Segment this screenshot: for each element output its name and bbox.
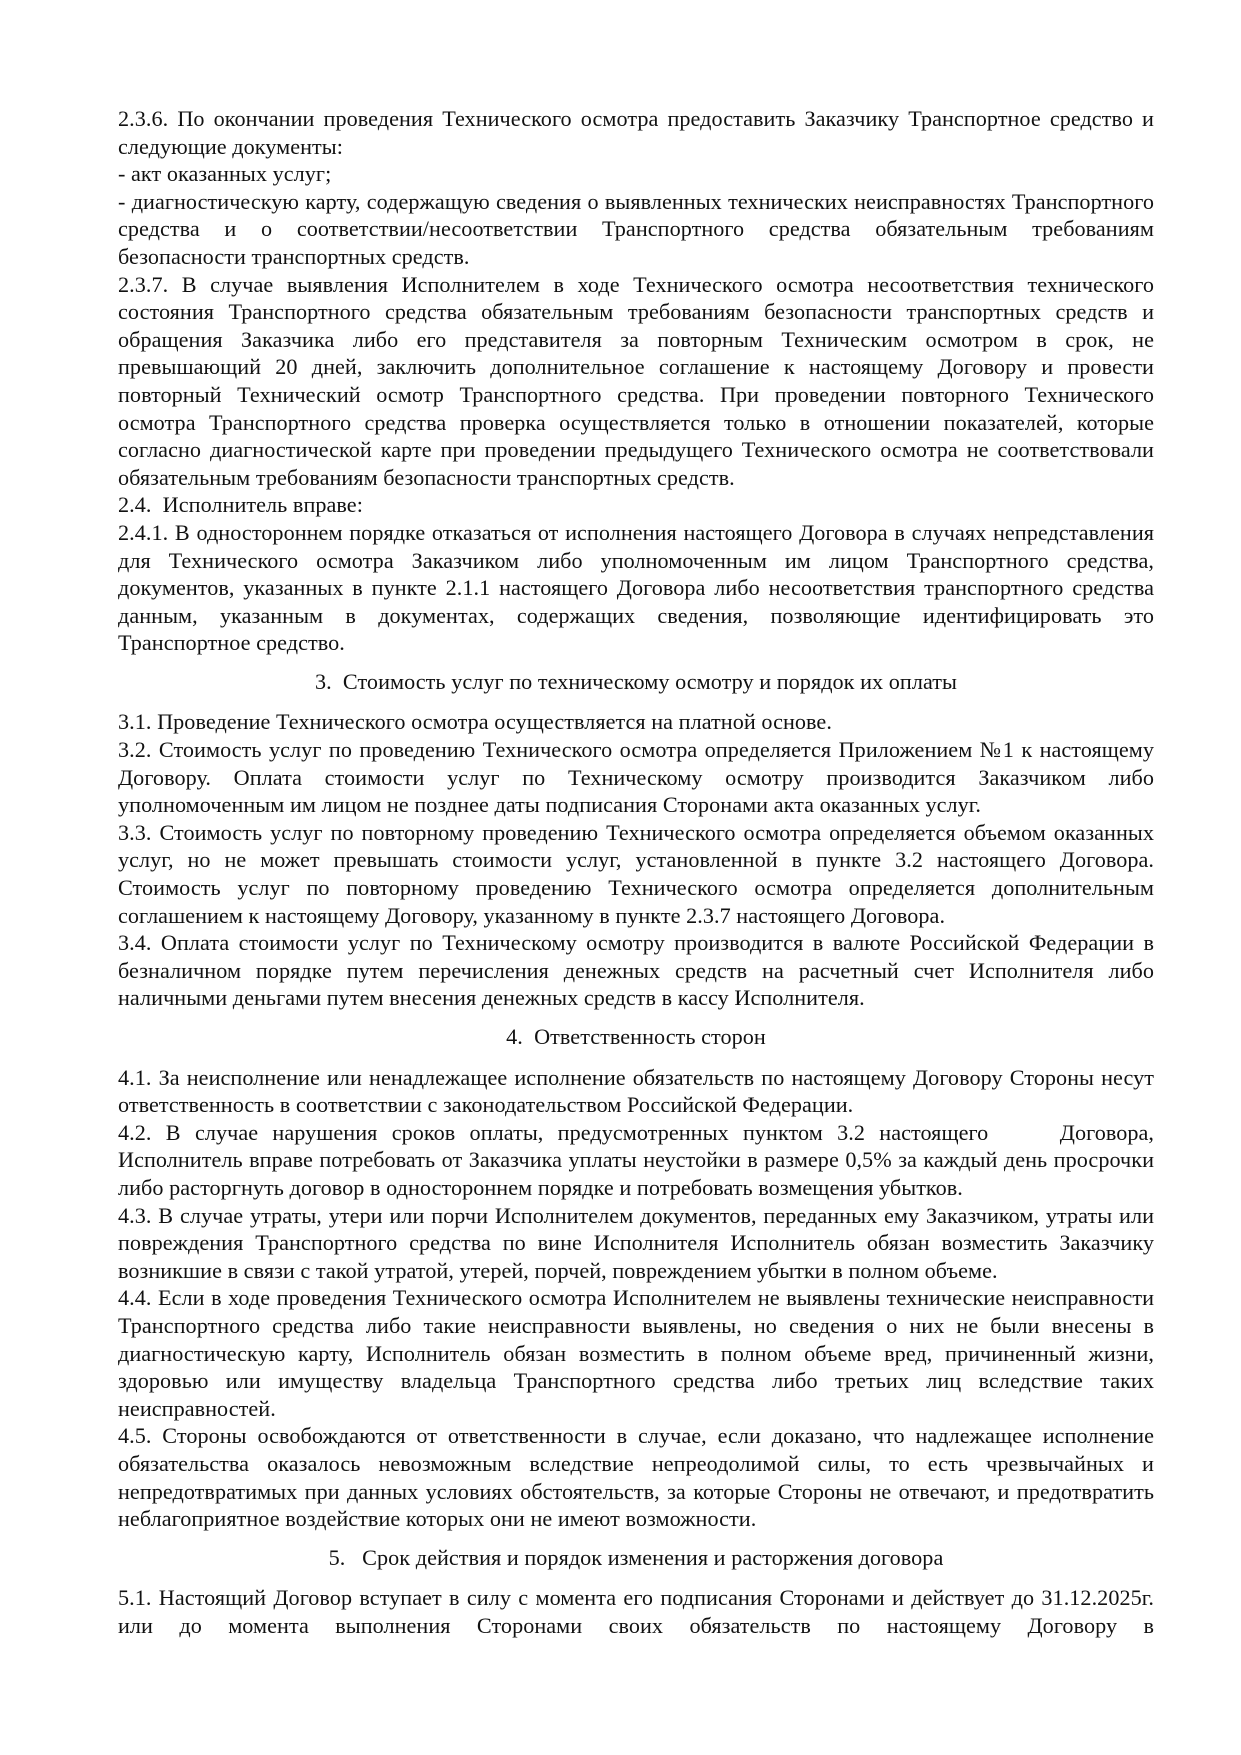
paragraph-4-5: 4.5. Стороны освобождаются от ответственности в случае, если доказано, что надлежащее исполнение обязательства оказалось невозможным вследствие непреодолимой силы, то есть чрезвычайных и непредотвратимых при данных условиях обстоятельств, за которые Стороны не отвечают, и предотвратить неблагоприятное воздействие которых они не имеют возможности.	[118, 1423, 1154, 1532]
paragraph-5-1: 5.1. Настоящий Договор вступает в силу с момента его подписания Сторонами и действует до 31.12.2025г. или до момента выполнения Сторонами своих обязательств по настоящему Договору в	[118, 1585, 1154, 1638]
paragraph-4-2: 4.2. В случае нарушения сроков оплаты, предусмотренных пунктом 3.2 настоящего Договора, Исполнитель вправе потребовать от Заказчика уплаты неустойки в размере 0,5% за каждый день просрочки либо расторгнуть договор в одностороннем порядке и потребовать возмещения убытков.	[118, 1119, 1160, 1200]
paragraph-2-4-1: 2.4.1. В одностороннем порядке отказаться от исполнения настоящего Договора в случаях непредставления для Технического осмотра Заказчиком либо уполномоченным им лицом Транспортного средства, документов, указанных в пункте 2.1.1 настоящего Договора либо несоответствия транспортного средства данным, указанным в документах, содержащих сведения, позволяющие идентифицировать это Транспортное средство.	[118, 519, 1154, 656]
paragraph-4-4: 4.4. Если в ходе проведения Технического осмотра Исполнителем не выявлены технические неисправности Транспортного средства либо такие неисправности выявлены, но сведения о них не были внесены в диагностическую карту, Исполнитель обязан возместить в полном объеме вред, причиненный жизни, здоровью или имуществу владельца Транспортного средства либо третьих лиц вследствие таких неисправностей.	[118, 1285, 1154, 1421]
paragraph-4-3: 4.3. В случае утраты, утери или порчи Исполнителем документов, переданных ему Заказчиком, утраты или повреждения Транспортного средства по вине Исполнителя Исполнитель обязан возместить Заказчику возникшие в связи с такой утратой, утерей, порчей, повреждением убытки в полном объеме.	[118, 1202, 1154, 1283]
paragraph-2-4: 2.4. Исполнитель вправе:	[118, 492, 363, 518]
list-item-diagnostic-card: - диагностическую карту, содержащую сведения о выявленных технических неисправностях Транспортного средства и о соответствии/несоответствии Транспортного средства обязательным требованиям безопасности транспортных средств.	[118, 188, 1154, 269]
section-heading-4: 4. Ответственность сторон	[506, 1024, 766, 1049]
paragraph-4-1: 4.1. За неисполнение или ненадлежащее исполнение обязательств по настоящему Договору Стороны несут ответственность в соответствии с законодательством Российской Федерации.	[118, 1064, 1154, 1118]
paragraph-3-3: 3.3. Стоимость услуг по повторному проведению Технического осмотра определяется объемом оказанных услуг, но не может превышать стоимости услуг, установленной в пункте 3.2 настоящего Договора. Стоимость услуг по повторному проведению Технического осмотра определяется дополнительным соглашением к настоящему Договору, указанному в пункте 2.3.7 настоящего Договора.	[118, 819, 1154, 928]
paragraph-2-3-6: 2.3.6. По окончании проведения Технического осмотра предоставить Заказчику Транспортное средство и следующие документы:	[118, 106, 1154, 159]
section-heading-5: 5. Срок действия и порядок изменения и расторжения договора	[328, 1544, 944, 1570]
paragraph-3-4: 3.4. Оплата стоимости услуг по Техническому осмотру производится в валюте Российской Федерации в безналичном порядке путем перечисления денежных средств на расчетный счет Исполнителя либо наличными деньгами путем внесения денежных средств в кассу Исполнителя.	[118, 930, 1154, 1011]
document-page	[118, 105, 1160, 1639]
paragraph-3-2: 3.2. Стоимость услуг по проведению Технического осмотра определяется Приложением №1 к настоящему Договору. Оплата стоимости услуг по Техническому осмотру производится Заказчиком либо уполномоченным им лицом не позднее даты подписания Сторонами акта оказанных услуг.	[118, 737, 1154, 818]
paragraph-3-1: 3.1. Проведение Технического осмотра осуществляется на платной основе.	[118, 709, 832, 735]
section-heading-3: 3. Стоимость услуг по техническому осмотру и порядок их оплаты	[314, 668, 957, 694]
paragraph-2-3-7: 2.3.7. В случае выявления Исполнителем в ходе Технического осмотра несоответствия технического состояния Транспортного средства обязательным требованиям безопасности транспортных средств и обращения Заказчика либо его представителя за повторным Техническим осмотром в срок, не превышающий 20 дней, заключить дополнительное соглашение к настоящему Договору и провести повторный Технический осмотр Транспортного средства. При проведении повторного Технического осмотра Транспортного средства проверка осуществляется только в отношении показателей, которые согласно диагностической карте при проведении предыдущего Технического осмотра не соответствовали обязательным требованиям безопасности транспортных средств.	[118, 271, 1154, 490]
list-item-act: - акт оказанных услуг;	[118, 161, 332, 187]
